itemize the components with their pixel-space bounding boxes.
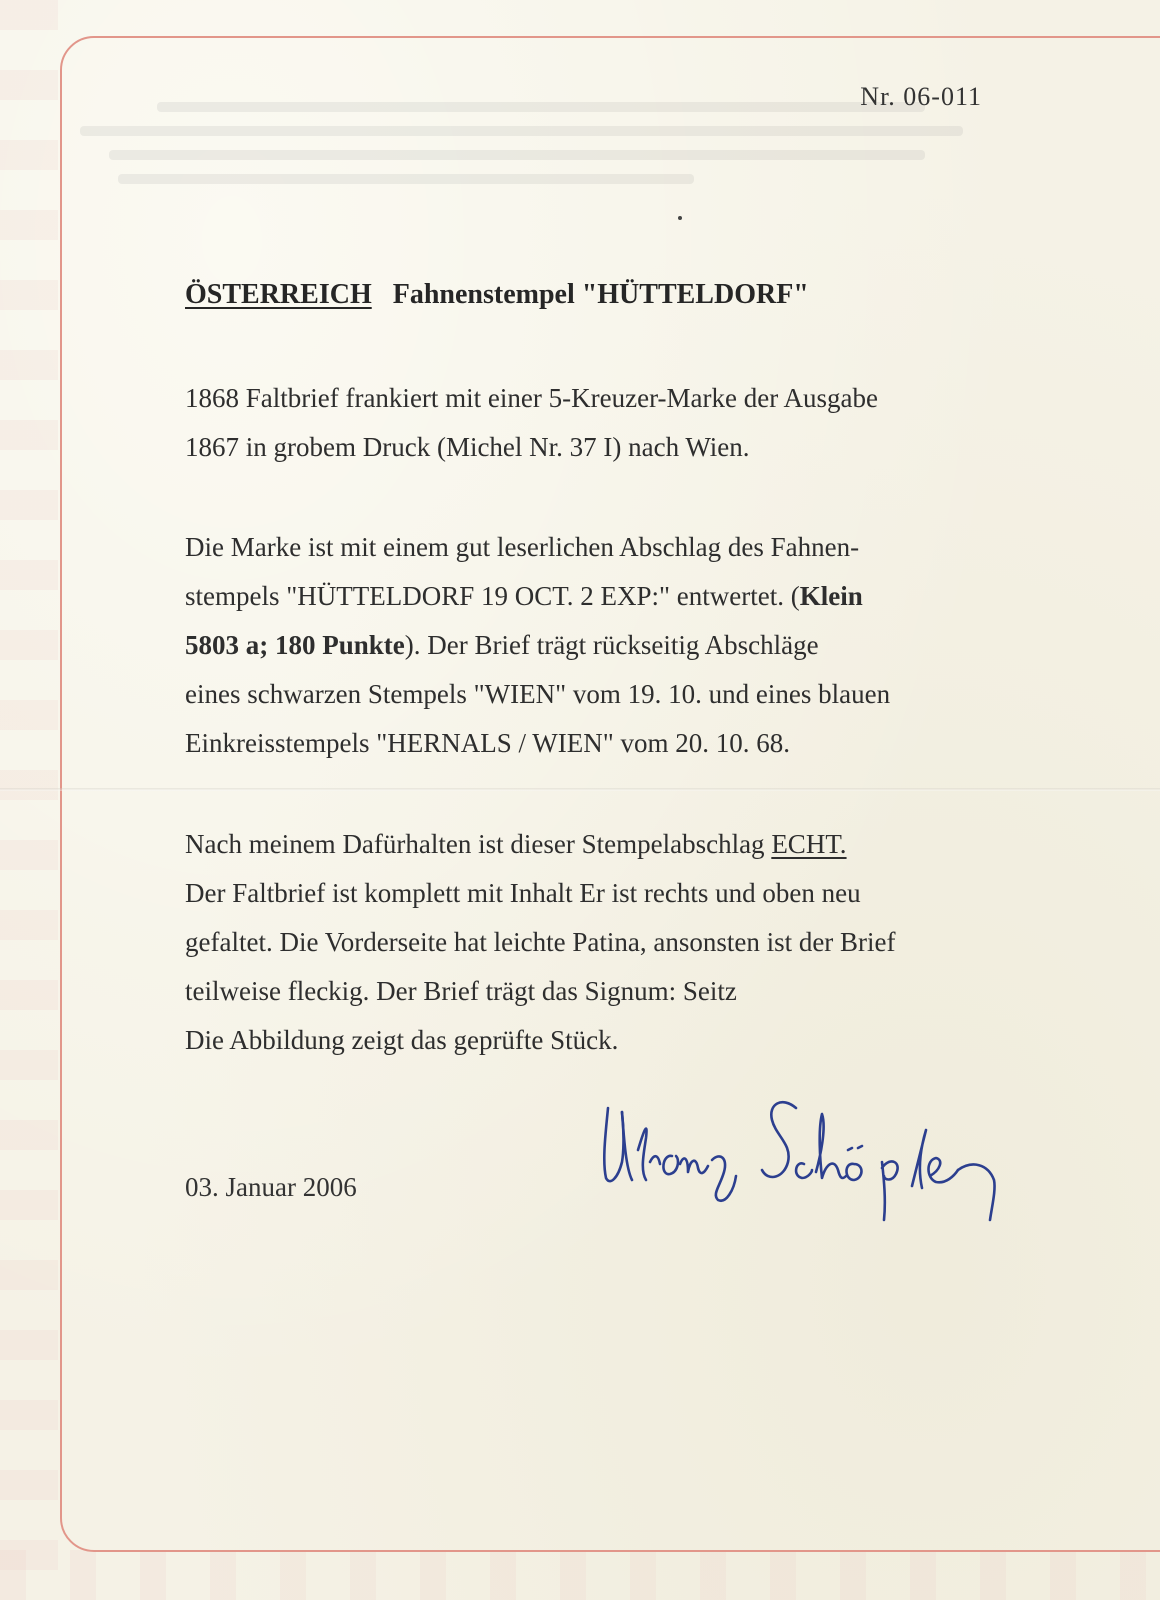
paragraph-line: Einkreisstempels "HERNALS / WIEN" vom 20. 10. 68. <box>185 728 790 758</box>
paragraph-line: Die Marke ist mit einem gut leserlichen Abschlag des Fahnen- <box>185 532 860 562</box>
paragraph-line: Die Abbildung zeigt das geprüfte Stück. <box>185 1025 619 1055</box>
paragraph-line: 1867 in grobem Druck (Michel Nr. 37 I) nach Wien. <box>185 432 750 462</box>
paragraph-line: gefaltet. Die Vorderseite hat leichte Patina, ansonsten ist der Brief <box>185 927 896 957</box>
bottom-margin-pattern <box>0 1550 1160 1600</box>
line-text: stempels "HÜTTELDORF 19 OCT. 2 EXP:" entwertet. ( <box>185 581 800 611</box>
fold-line <box>0 788 1160 791</box>
paragraph-line <box>185 820 1065 869</box>
catalog-points: 5803 a; 180 Punkte <box>185 630 405 660</box>
paragraph-line <box>185 621 1065 670</box>
line-text: Nach meinem Dafürhalten ist dieser Stempelabschlag <box>185 829 772 859</box>
paragraph-line: Der Faltbrief ist komplett mit Inhalt Er ist rechts und oben neu <box>185 878 861 908</box>
certificate-heading <box>185 279 809 311</box>
signature-icon <box>600 1090 1030 1250</box>
paragraph-line: eines schwarzen Stempels "WIEN" vom 19. 10. und eines blauen <box>185 679 891 709</box>
paragraph-description <box>185 374 1065 472</box>
line-text: ). Der Brief trägt rückseitig Abschläge <box>404 630 819 660</box>
catalog-reference: Klein <box>799 581 863 611</box>
ink-dot <box>678 216 682 220</box>
paragraph-cancellation <box>185 523 1065 768</box>
paragraph-verdict <box>185 820 1065 1065</box>
heading-subject: Fahnenstempel "HÜTTELDORF" <box>392 279 809 310</box>
heading-country: ÖSTERREICH <box>185 279 372 310</box>
certificate-number: Nr. 06-011 <box>860 82 982 111</box>
paragraph-line: 1868 Faltbrief frankiert mit einer 5-Kreuzer-Marke der Ausgabe <box>185 383 878 413</box>
verdict-echt: ECHT. <box>771 829 847 859</box>
certificate-border <box>60 36 1160 1552</box>
left-margin-pattern <box>0 0 58 1600</box>
paragraph-line: teilweise fleckig. Der Brief trägt das Signum: Seitz <box>185 976 737 1006</box>
paragraph-line <box>185 572 1065 621</box>
certificate-date: 03. Januar 2006 <box>185 1172 357 1202</box>
